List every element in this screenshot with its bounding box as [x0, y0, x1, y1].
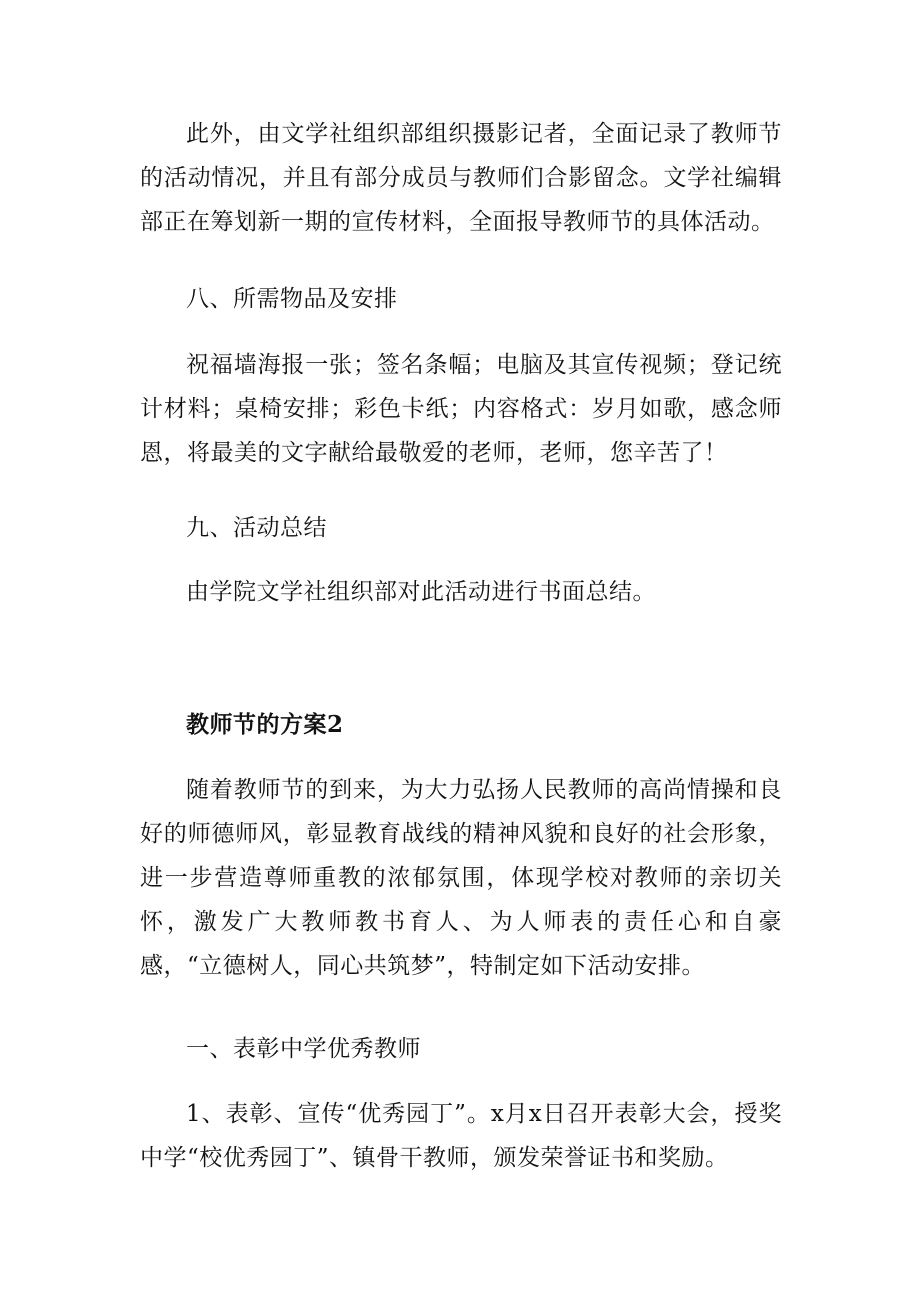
paragraph-photo-record: 此外，由文学社组织部组织摄影记者，全面记录了教师节的活动情况，并且有部分成员与教师们合影留念。文学社编辑部正在筹划新一期的宣传材料，全面报导教师节的具体活动。: [140, 121, 782, 235]
heading-activity-summary: 九、活动总结: [186, 515, 327, 541]
heading-commend-teachers: 一、表彰中学优秀教师: [186, 1036, 421, 1062]
paragraph-commendation: 1、表彰、宣传“优秀园丁”。x月x日召开表彰大会，授奖中学“校优秀园丁”、镇骨干教师，颁发荣誉证书和奖励。: [140, 1101, 782, 1171]
paragraph-introduction: 随着教师节的到来，为大力弘扬人民教师的高尚情操和良好的师德师风，彰显教育战线的精神风貌和良好的社会形象，进一步营造尊师重教的浓郁氛围，体现学校对教师的亲切关怀，激发广大教师教书育人、为人师表的责任心和自豪感，“立德树人，同心共筑梦”，特制定如下活动安排。: [140, 777, 782, 979]
paragraph-items-list: 祝福墙海报一张；签名条幅；电脑及其宣传视频；登记统计材料；桌椅安排；彩色卡纸；内容格式：岁月如歌，感念师恩，将最美的文字献给最敬爱的老师，老师，您辛苦了！: [140, 352, 782, 466]
heading-items-arrangement: 八、所需物品及安排: [186, 286, 398, 312]
section-title-plan-2: 教师节的方案2: [186, 711, 344, 738]
paragraph-summary: 由学院文学社组织部对此活动进行书面总结。: [186, 579, 656, 605]
